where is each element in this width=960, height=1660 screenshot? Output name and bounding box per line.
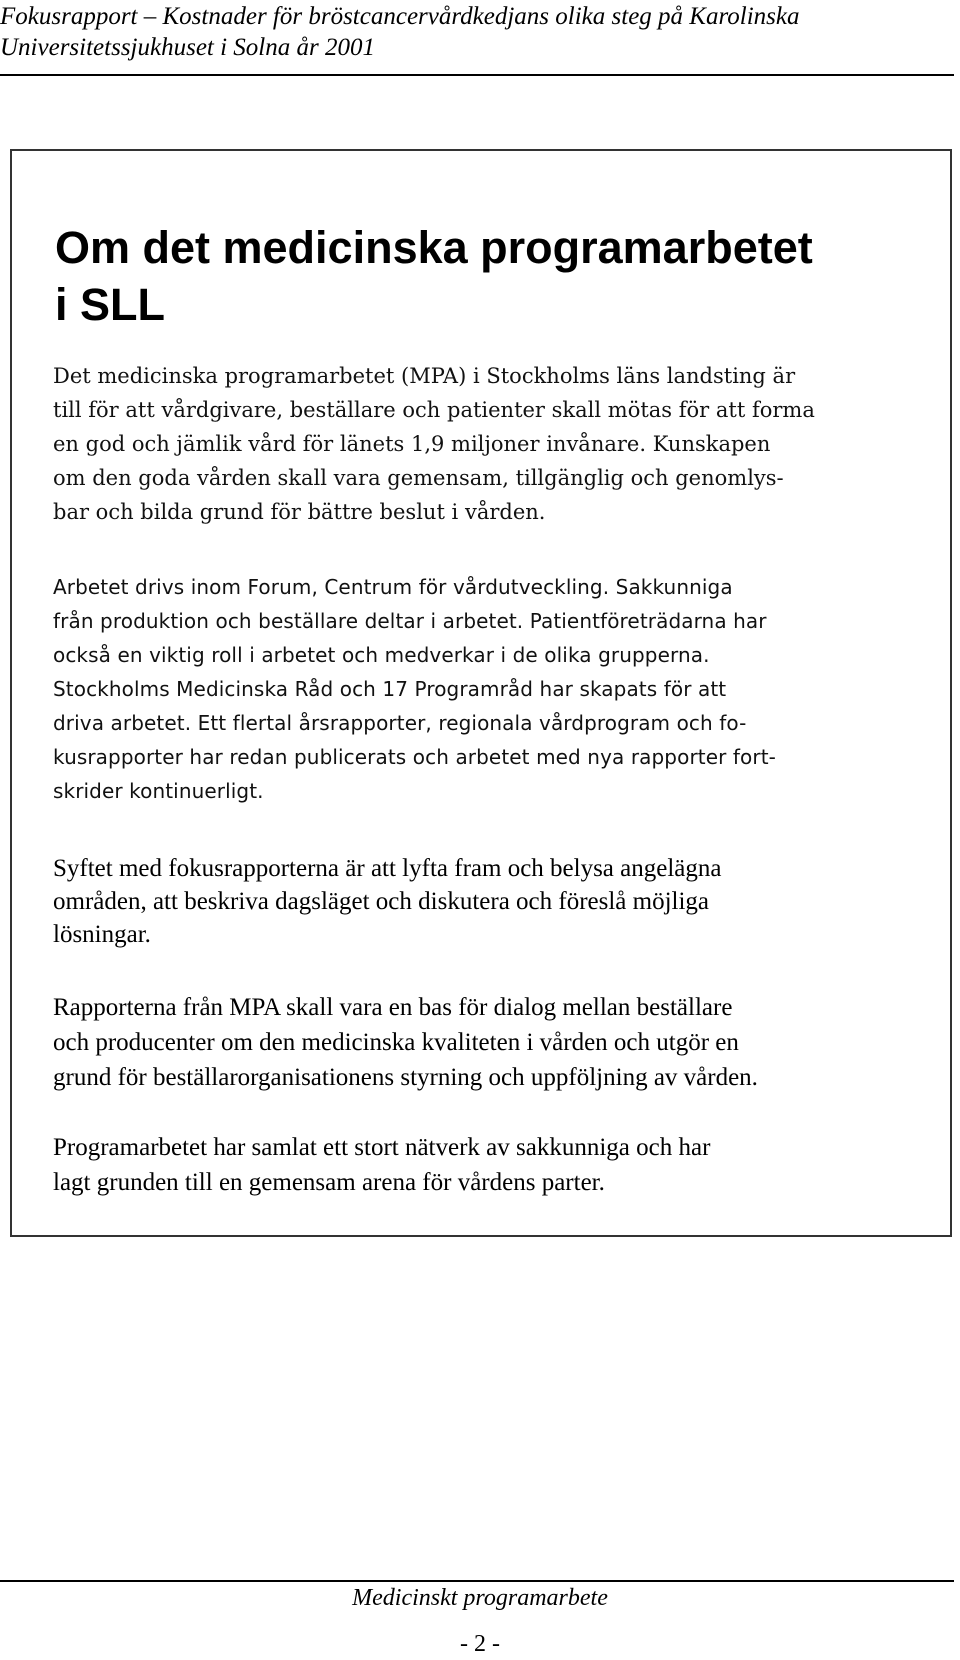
paragraph-line: och producenter om den medicinska kvaliteten i vården och utgör en xyxy=(53,1029,739,1056)
paragraph-line: skrider kontinuerligt. xyxy=(53,779,264,803)
paragraph-intro xyxy=(53,359,815,529)
content-box xyxy=(10,149,952,1237)
paragraph-line: områden, att beskriva dagsläget och diskutera och föreslå möjliga xyxy=(53,888,710,915)
paragraph-line: bar och bilda grund för bättre beslut i vården. xyxy=(53,500,546,524)
paragraph-line: grund för beställarorganisationens styrning och uppföljning av vården. xyxy=(53,1064,758,1091)
paragraph-line: Rapporterna från MPA skall vara en bas för dialog mellan beställare xyxy=(53,994,733,1021)
page-title xyxy=(55,219,915,333)
paragraph-line: lösningar. xyxy=(53,921,151,948)
header-line-1: Fokusrapport – Kostnader för bröstcancervårdkedjans olika steg på Karolinska xyxy=(0,3,800,30)
footer-divider xyxy=(0,1580,954,1582)
page-header xyxy=(0,0,954,76)
paragraph-line: om den goda vården skall vara gemensam, tillgänglig och genomlys- xyxy=(53,466,784,490)
paragraph-line: från produktion och beställare deltar i arbetet. Patientföreträdarna har xyxy=(53,609,767,633)
title-line-1: Om det medicinska programarbetet xyxy=(55,222,813,273)
paragraph-line: driva arbetet. Ett flertal årsrapporter, regionala vårdprogram och fo- xyxy=(53,711,747,735)
paragraph-line: kusrapporter har redan publicerats och arbetet med nya rapporter fort- xyxy=(53,745,776,769)
header-line-2: Universitetssjukhuset i Solna år 2001 xyxy=(0,34,375,61)
page-number: - 2 - xyxy=(460,1631,500,1657)
paragraph-dialog xyxy=(53,990,758,1095)
paragraph-line: Arbetet drivs inom Forum, Centrum för vårdutveckling. Sakkunniga xyxy=(53,575,733,599)
footer-title: Medicinskt programarbete xyxy=(352,1585,608,1611)
paragraph-line: en god och jämlik vård för länets 1,9 miljoner invånare. Kunskapen xyxy=(53,432,771,456)
paragraph-line: till för att vårdgivare, beställare och patienter skall mötas för att forma xyxy=(53,398,815,422)
paragraph-network xyxy=(53,1130,710,1200)
paragraph-line: också en viktig roll i arbetet och medverkar i de olika grupperna. xyxy=(53,643,710,667)
paragraph-line: lagt grunden till en gemensam arena för vårdens parter. xyxy=(53,1169,605,1196)
paragraph-line: Det medicinska programarbetet (MPA) i Stockholms läns landsting är xyxy=(53,364,796,388)
paragraph-organisation xyxy=(53,570,776,808)
paragraph-line: Syftet med fokusrapporterna är att lyfta fram och belysa angelägna xyxy=(53,855,722,882)
title-line-2: i SLL xyxy=(55,279,165,330)
paragraph-line: Stockholms Medicinska Råd och 17 Programråd har skapats för att xyxy=(53,677,727,701)
paragraph-line: Programarbetet har samlat ett stort nätverk av sakkunniga och har xyxy=(53,1134,711,1161)
paragraph-purpose xyxy=(53,852,721,951)
